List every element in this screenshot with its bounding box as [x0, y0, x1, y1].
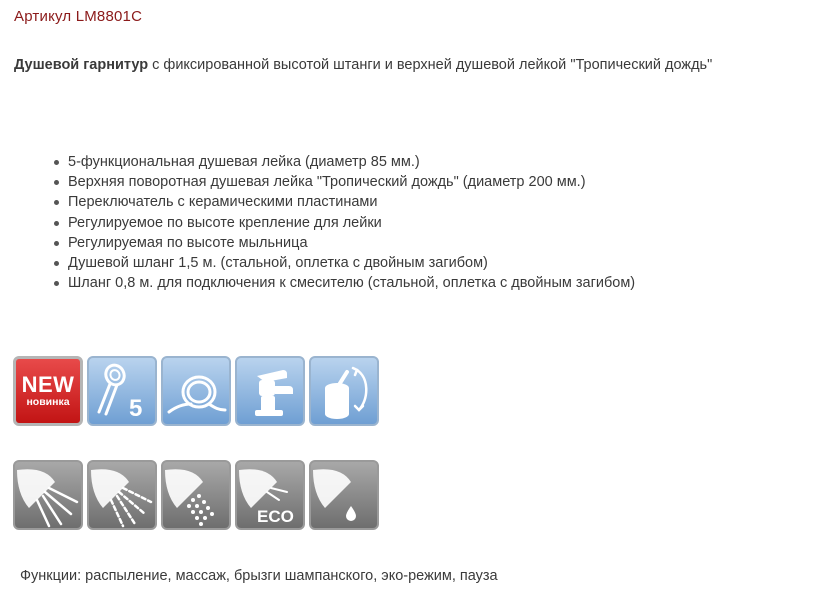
shower-functions-row	[13, 460, 379, 530]
champagne-spray-mode-icon	[161, 460, 231, 530]
list-item: Шланг 0,8 м. для подключения к смесителю (стальной, оплетка с двойным загибом)	[50, 273, 635, 293]
massage-mode-icon	[87, 460, 157, 530]
list-item: 5-функциональная душевая лейка (диаметр 85 мм.)	[50, 152, 635, 172]
new-badge-sublabel: новинка	[26, 395, 70, 408]
ceramic-switch-mixer-icon	[235, 356, 305, 426]
product-article-title: Артикул LM8801C	[14, 8, 143, 25]
hand-shower-5-functions-icon	[87, 356, 157, 426]
product-description	[14, 57, 712, 73]
functions-count: 5	[129, 395, 143, 422]
eco-mode-icon	[235, 460, 305, 530]
new-badge	[13, 356, 83, 426]
spray-mode-icon	[13, 460, 83, 530]
list-item: Душевой шланг 1,5 м. (стальной, оплетка с двойным загибом)	[50, 253, 635, 273]
list-item: Переключатель с керамическими пластинами	[50, 192, 635, 212]
functions-caption: Функции: распыление, массаж, брызги шампанского, эко-режим, пауза	[20, 568, 498, 584]
rotating-switch-icon	[309, 356, 379, 426]
pause-mode-icon	[309, 460, 379, 530]
list-item: Регулируемая по высоте мыльница	[50, 233, 635, 253]
new-badge-label: NEW	[21, 371, 75, 397]
description-bold: Душевой гарнитур	[14, 57, 149, 73]
product-badges-row	[13, 356, 379, 426]
list-item: Регулируемое по высоте крепление для лейки	[50, 213, 635, 233]
list-item: Верхняя поворотная душевая лейка "Тропический дождь" (диаметр 200 мм.)	[50, 172, 635, 192]
description-rest: с фиксированной высотой штанги и верхней душевой лейкой "Тропический дождь"	[148, 57, 713, 73]
features-list	[50, 152, 635, 293]
hose-icon	[161, 356, 231, 426]
eco-label: ECO	[257, 507, 294, 526]
